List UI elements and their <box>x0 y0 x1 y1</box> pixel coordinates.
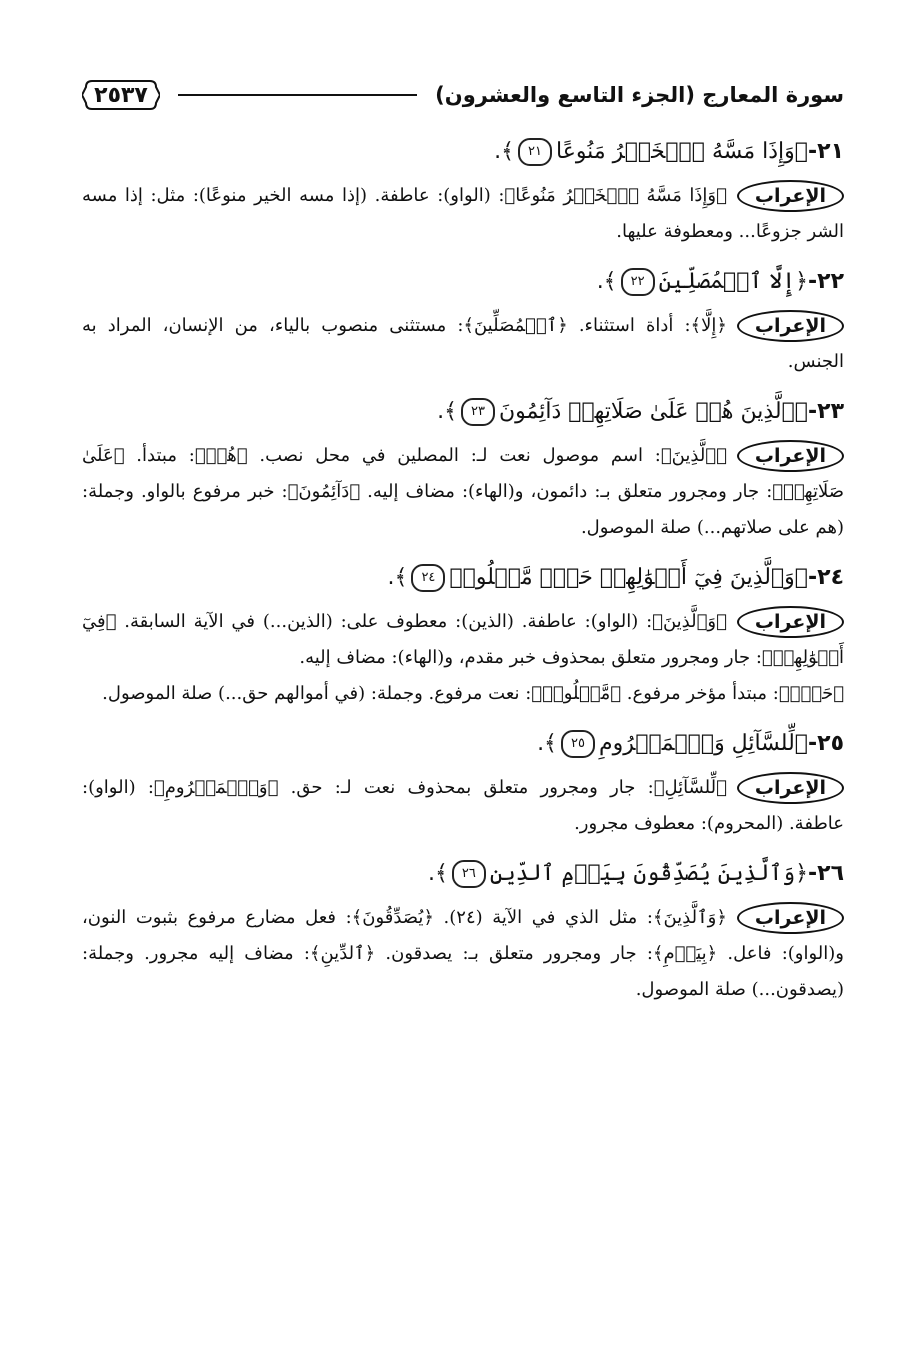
irab-block <box>82 178 844 250</box>
verse-number: ٢٢- <box>808 269 844 294</box>
verse-text: ﴿ٱلَّذِينَ هُمۡ عَلَىٰ صَلَاتِهِمۡ دَآئِمُونَ <box>499 399 808 424</box>
irab-label: الإعراب <box>737 440 844 472</box>
ayah-marker-icon: ٢٥ <box>561 730 595 758</box>
ayah-marker-icon: ٢٢ <box>621 268 655 296</box>
irab-text: ﴿وَإِذَا مَسَّهُ ٱلۡخَيۡرُ مَنُوعًا﴾: (الواو): عاطفة. (إذا مسه الخير منوعًا): مثل: إذا مسه الشر جزوعًا... ومعطوفة عليها. <box>82 185 844 242</box>
verse-line <box>82 132 844 172</box>
irab-label: الإعراب <box>737 606 844 638</box>
verse-number: ٢٦- <box>808 861 844 886</box>
entry-25 <box>82 724 844 842</box>
irab-text: ﴿ٱلَّذِينَ﴾: اسم موصول نعت لـ: المصلين في محل نصب. ﴿هُمۡ﴾: مبتدأ. ﴿عَلَىٰ صَلَاتِهِمۡ﴾: جار ومجرور متعلق بـ: دائمون، و(الهاء): مضاف إليه. ﴿دَآئِمُونَ﴾: خبر مرفوع بالواو. وجملة: (هم على صلاتهم...) صلة الموصول. <box>82 445 844 538</box>
irab-text: ﴿وَٱلَّذِينَ﴾: مثل الذي في الآية (٢٤). ﴿يُصَدِّقُونَ﴾: فعل مضارع مرفوع بثبوت النون، و(الواو): فاعل. ﴿بِيَوۡمِ﴾: جار ومجرور متعلق بـ: يصدقون. ﴿ٱلدِّينِ﴾: مضاف إليه مجرور. وجملة: (يصدقون...) صلة الموصول. <box>82 907 844 1000</box>
verse-close: ﴾. <box>494 139 514 164</box>
irab-text: ﴿إِلَّا﴾: أداة استثناء. ﴿ٱلۡمُصَلِّينَ﴾: مستثنى منصوب بالياء، من الإنسان، المراد به الجنس. <box>82 315 844 372</box>
ayah-marker-icon: ٢٤ <box>411 564 445 592</box>
verse-close: ﴾. <box>596 269 617 294</box>
irab-label: الإعراب <box>737 772 844 804</box>
verse-text: ﴿وَٱلَّذِينَ يُصَدِّقُونَ بِيَوۡمِ ٱلدِّينِ <box>489 861 808 886</box>
verse-number: ٢٤- <box>808 565 844 590</box>
verse-line <box>82 262 844 302</box>
entry-26 <box>82 854 844 1008</box>
entry-23 <box>82 392 844 546</box>
irab-block <box>82 770 844 842</box>
verse-close: ﴾. <box>428 861 448 886</box>
irab-label: الإعراب <box>737 180 844 212</box>
ayah-marker-icon: ٢٦ <box>452 860 486 888</box>
irab-label: الإعراب <box>737 902 844 934</box>
page-header <box>82 70 844 120</box>
running-title: سورة المعارج (الجزء التاسع والعشرون) <box>435 83 844 107</box>
verse-line <box>82 392 844 432</box>
irab-label: الإعراب <box>737 310 844 342</box>
irab-text: ﴿حَقّٞ﴾: مبتدأ مؤخر مرفوع. ﴿مَّعۡلُومٞ﴾: نعت مرفوع. وجملة: (في أموالهم حق...) صلة الموصول. <box>102 683 844 704</box>
irab-block <box>82 604 844 712</box>
page-number: ٢٥٣٧ <box>94 82 148 108</box>
verse-text: ﴿إِلَّا ٱلۡمُصَلِّينَ <box>658 269 808 294</box>
verse-line <box>82 558 844 598</box>
verse-text: ﴿لِّلسَّآئِلِ وَٱلۡمَحۡرُومِ <box>598 731 808 756</box>
entry-24 <box>82 558 844 712</box>
verse-text: ﴿وَٱلَّذِينَ فِيٓ أَمۡوَٰلِهِمۡ حَقّٞ مَّعۡلُومٞ <box>449 565 808 590</box>
irab-block <box>82 438 844 546</box>
ayah-marker-icon: ٢١ <box>518 138 552 166</box>
entries <box>82 132 844 1008</box>
verse-number: ٢٣- <box>808 399 844 424</box>
verse-line <box>82 854 844 894</box>
verse-number: ٢١- <box>808 139 844 164</box>
irab-text: ﴿وَٱلَّذِينَ﴾: (الواو): عاطفة. (الذين): معطوف على: (الذين...) في الآية السابقة. ﴿فِيٓ أَمۡوَٰلِهِمۡ﴾: جار ومجرور متعلق بمحذوف خبر مقدم، و(الهاء): مضاف إليه. <box>82 611 844 668</box>
page-number-frame <box>82 75 160 115</box>
header-rule <box>178 94 417 96</box>
verse-close: ﴾. <box>437 399 457 424</box>
irab-text: ﴿لِّلسَّآئِلِ﴾: جار ومجرور متعلق بمحذوف نعت لـ: حق. ﴿وَٱلۡمَحۡرُومِ﴾: (الواو): عاطفة. (المحروم): معطوف مجرور. <box>82 777 844 834</box>
irab-block <box>82 900 844 1008</box>
irab-block <box>82 308 844 380</box>
verse-text: ﴿وَإِذَا مَسَّهُ ٱلۡخَيۡرُ مَنُوعًا <box>555 139 808 164</box>
verse-close: ﴾. <box>537 731 557 756</box>
ayah-marker-icon: ٢٣ <box>461 398 495 426</box>
verse-close: ﴾. <box>387 565 408 590</box>
verse-number: ٢٥- <box>808 731 844 756</box>
verse-line <box>82 724 844 764</box>
entry-21 <box>82 132 844 250</box>
entry-22 <box>82 262 844 380</box>
